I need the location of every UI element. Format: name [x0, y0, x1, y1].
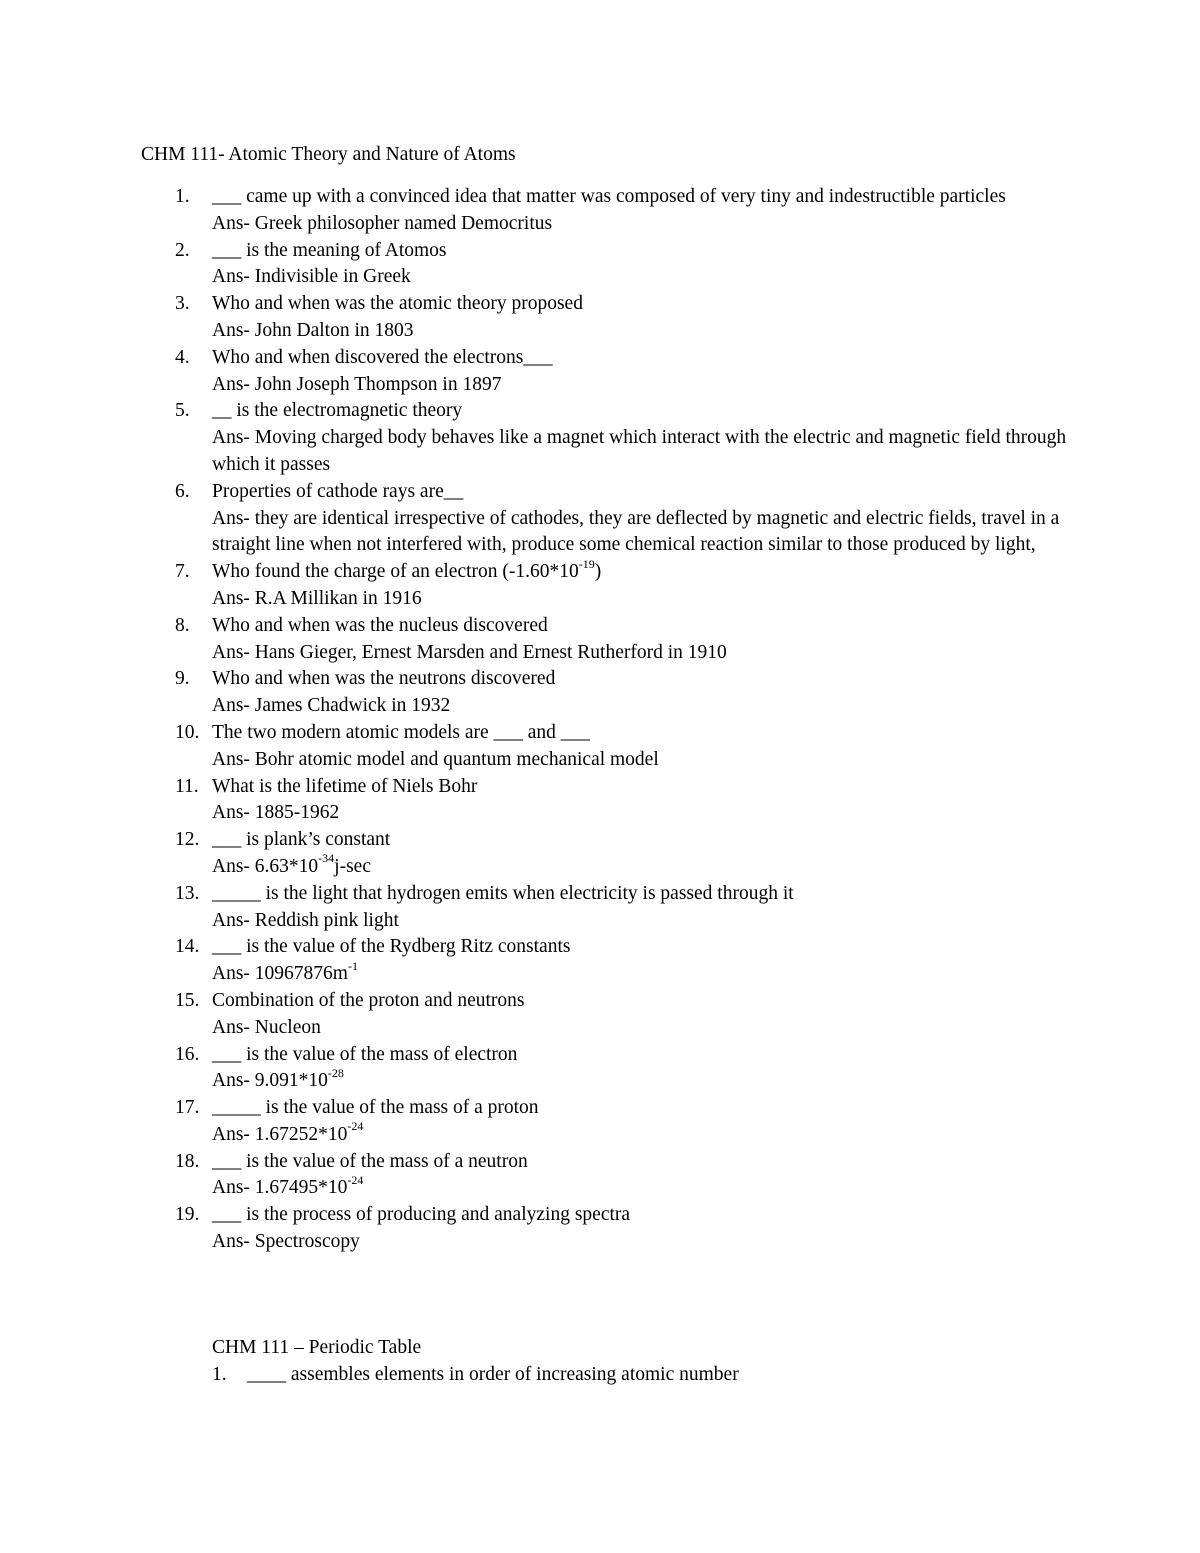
question-number: 8. — [175, 614, 190, 636]
question-text: ___ came up with a convinced idea that matter was composed of very tiny and indestructible particles — [212, 186, 1006, 207]
question-item — [141, 345, 1101, 399]
answer-text — [212, 1119, 1101, 1149]
question-text: Combination of the proton and neutrons — [212, 989, 525, 1011]
answer-text — [212, 851, 1101, 881]
answer-text: Ans- John Dalton in 1803 — [212, 319, 414, 341]
question-item — [141, 291, 1101, 345]
answer-text-main: Ans- 1.67495*10 — [212, 1177, 348, 1199]
superscript: -24 — [347, 1172, 364, 1187]
question-text: ____ assembles elements in order of increasing atomic number — [247, 1363, 739, 1385]
question-item — [141, 1095, 1101, 1149]
question-item — [141, 988, 1101, 1042]
question-text: ___ is the value of the Rydberg Ritz constants — [212, 936, 571, 958]
question-text: __ is the electromagnetic theory — [212, 400, 463, 422]
answer-text: Ans- 1885-1962 — [212, 802, 340, 824]
question-number: 3. — [175, 293, 190, 315]
question-item — [141, 881, 1101, 935]
question-item — [212, 1362, 1112, 1389]
answer-text: Ans- Bohr atomic model and quantum mechanical model — [212, 748, 659, 770]
answer-text — [212, 1065, 1101, 1095]
question-item — [141, 1202, 1101, 1256]
question-number: 4. — [175, 346, 190, 368]
question-text: Who and when was the neutrons discovered — [212, 668, 556, 690]
question-text: What is the lifetime of Niels Bohr — [212, 775, 478, 797]
answer-text: Ans- Nucleon — [212, 1016, 321, 1038]
answer-text-main: Ans- 10967876m — [212, 963, 348, 985]
question-number: 12. — [175, 829, 200, 851]
question-item — [141, 398, 1101, 478]
question-text-tail: ) — [594, 561, 602, 583]
question-number: 13. — [175, 882, 200, 904]
answer-text — [212, 958, 1101, 988]
answer-text: Ans- R.A Millikan in 1916 — [212, 587, 422, 609]
question-number: 10. — [175, 721, 200, 743]
question-text: ___ is the value of the mass of electron — [212, 1043, 518, 1065]
question-text: Who and when was the atomic theory proposed — [212, 293, 583, 315]
question-text: Properties of cathode rays are__ — [212, 480, 464, 502]
question-item — [141, 827, 1101, 881]
question-text: ___ is plank’s constant — [212, 829, 391, 851]
question-item — [141, 238, 1101, 292]
question-number: 1. — [175, 186, 190, 207]
question-text — [212, 556, 1101, 586]
question-number: 17. — [175, 1097, 200, 1119]
answer-text-main: Ans- 1.67252*10 — [212, 1123, 348, 1145]
superscript: -34 — [318, 851, 335, 866]
answer-text: Ans- Greek philosopher named Democritus — [212, 212, 553, 234]
answer-text: Ans- Moving charged body behaves like a magnet which interact with the electric and magnetic field through which it passes — [212, 427, 1067, 475]
question-number: 11. — [175, 775, 199, 797]
question-number: 7. — [175, 561, 190, 583]
answer-text: Ans- John Joseph Thompson in 1897 — [212, 373, 502, 395]
answer-text-main: Ans- 6.63*10 — [212, 855, 319, 877]
answer-text-main: Ans- 9.091*10 — [212, 1070, 328, 1092]
question-number: 19. — [175, 1204, 200, 1226]
question-number: 1. — [212, 1363, 227, 1385]
question-item — [141, 934, 1101, 988]
question-text: Who and when was the nucleus discovered — [212, 614, 548, 636]
question-text: ___ is the process of producing and analyzing spectra — [212, 1204, 631, 1226]
question-number: 5. — [175, 400, 190, 422]
answer-text-tail: j-sec — [334, 855, 371, 877]
answer-text: Ans- Reddish pink light — [212, 909, 399, 931]
question-item — [141, 556, 1101, 613]
answer-text — [212, 1172, 1101, 1202]
question-number: 2. — [175, 239, 190, 261]
question-text: ___ is the value of the mass of a neutron — [212, 1150, 528, 1172]
question-number: 15. — [175, 989, 200, 1011]
question-item — [141, 184, 1101, 238]
question-item — [141, 1149, 1101, 1203]
question-item — [141, 774, 1101, 828]
superscript: -19 — [578, 556, 595, 571]
answer-text: Ans- they are identical irrespective of cathodes, they are deflected by magnetic and electric fields, travel in a straight line when not interfered with, produce some chemical reaction similar to those produced by light, — [212, 507, 1060, 556]
answer-text: Ans- Indivisible in Greek — [212, 266, 411, 288]
superscript: -24 — [347, 1119, 364, 1134]
answer-text: Ans- Hans Gieger, Ernest Marsden and Ernest Rutherford in 1910 — [212, 641, 727, 663]
question-text: ___ is the meaning of Atomos — [212, 239, 447, 261]
superscript: -28 — [327, 1065, 344, 1080]
periodic-table-section — [212, 1335, 1112, 1389]
question-item — [141, 613, 1101, 667]
question-text-main: Who found the charge of an electron (-1.60*10 — [212, 561, 579, 583]
question-text: _____ is the value of the mass of a proton — [212, 1097, 539, 1119]
answer-text: Ans- James Chadwick in 1932 — [212, 695, 451, 717]
document-title: CHM 111- Atomic Theory and Nature of Atoms — [141, 144, 516, 165]
question-list — [141, 184, 1101, 1256]
question-item — [141, 1042, 1101, 1096]
question-number: 16. — [175, 1043, 200, 1065]
superscript: -1 — [347, 958, 358, 973]
section-title: CHM 111 – Periodic Table — [212, 1337, 422, 1358]
question-number: 6. — [175, 480, 190, 502]
question-item — [141, 720, 1101, 774]
question-text: The two modern atomic models are ___ and ___ — [212, 721, 590, 743]
answer-text: Ans- Spectroscopy — [212, 1231, 360, 1253]
question-item — [141, 479, 1101, 559]
question-item — [141, 666, 1101, 720]
question-number: 9. — [175, 668, 190, 690]
question-text: _____ is the light that hydrogen emits when electricity is passed through it — [212, 882, 794, 904]
question-number: 14. — [175, 936, 200, 958]
question-number: 18. — [175, 1150, 200, 1172]
question-text: Who and when discovered the electrons___ — [212, 346, 553, 368]
